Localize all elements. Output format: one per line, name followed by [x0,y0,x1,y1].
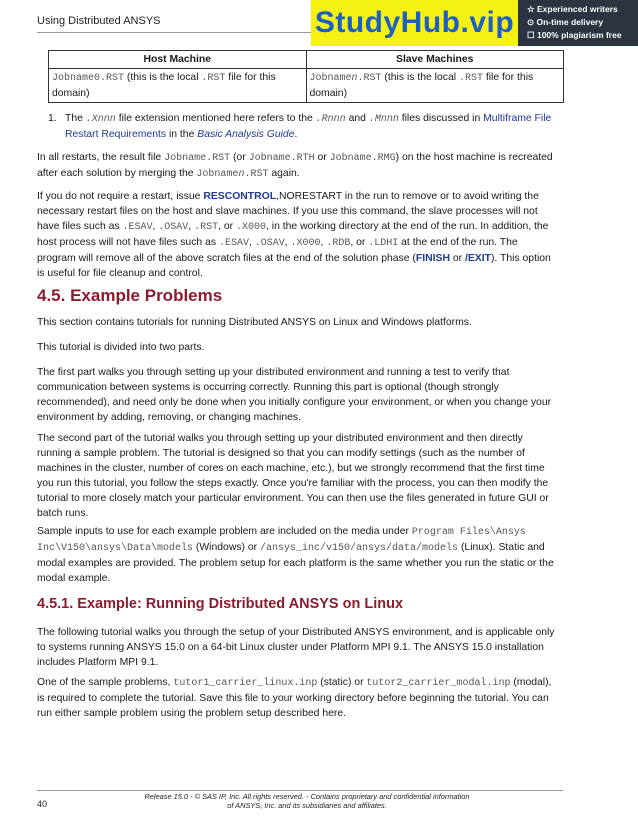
running-header: Using Distributed ANSYS [37,15,161,27]
finish-command-link[interactable]: FINISH [415,253,450,264]
footer-copyright: Release 15.0 - © SAS IP, Inc. All rights reserved. - Contains proprietary and confidential information of ANSYS, Inc. and its subsidiaries and affiliates. [144,792,470,810]
sample-problems-paragraph: One of the sample problems, tutor1_carrier_linux.inp (static) or tutor2_carrier_modal.inp (modal), is required to complete the tutorial. Save this file to your working directory before beginning the tutorial. You can run either sample problem using the problem setup described here. [37,677,552,719]
tutorial-parts-paragraph: This tutorial is divided into two parts. [37,342,205,353]
code-text: Jobname0.RST [52,73,125,84]
section-title-linux-example: 4.5.1. Example: Running Distributed ANSYS on Linux [37,596,404,612]
second-part-paragraph: The second part of the tutorial walks you through setting up your distributed environment and then directly running a sample problem. The tutorial is designed so that you can modify settings (such as the number of machines in the cluster, number of cores on each machine, etc.), but we strongly recommend that the first time you run this tutorial, you follow the steps exactly. Once you're familiar with the process, you can then modify the tutorial to more closely match your particular environment. You can then use the files generated in future GUI or batch runs. [37,433,549,519]
example-intro-paragraph: This section contains tutorials for running Distributed ANSYS on Linux and Windows platforms. [37,317,472,328]
rescontrol-command-link[interactable]: RESCONTROL [203,191,277,202]
machines-table [48,50,564,103]
table-row [49,69,564,103]
header-rule [37,32,327,33]
banner-feature-writers: ☆ Experienced writers [527,4,618,14]
rescontrol-paragraph: If you do not require a restart, issue RESCONTROL,NORESTART in the run to remove or to avoid writing the necessary restart files on the host and slave machines. If you use this command, the slave processes will not have files such as .ESAV, .OSAV, .RST, or .X000, in the working directory at the end of the run. In addition, the host process will not have files such as .ESAV, .OSAV, .X000, .RDB, or .LDHI at the end of the run. The program will remove all of the above scratch files at the end of the solution phase (FINISH or /EXIT). This option is useful for file cleanup and control. [37,191,551,279]
link-multiframe-restart[interactable]: Multiframe File Restart Requirements [65,113,552,140]
host-machine-header: Host Machine [49,51,307,69]
link-basic-analysis-guide[interactable]: Basic Analysis Guide [197,129,295,140]
slave-machines-header: Slave Machines [306,51,564,69]
sample-inputs-paragraph: Sample inputs to use for each example problem are included on the media under Program Files\Ansys Inc\V150\ansys\Data\models (Windows) or /ansys_inc/v150/ansys/data/models (Linux). Static and modal examples are provided. The problem setup for each platform is the same whether you run the static or the modal example. [37,526,554,584]
banner-features [518,0,638,46]
footer-rule [37,790,563,791]
restart-paragraph: In all restarts, the result file Jobname.RST (or Jobname.RTH or Jobname.RMG) on the host machine is recreated after each solution by merging the Jobnamen.RST again. [37,152,553,180]
first-part-paragraph: The first part walks you through setting up your distributed environment and running a test to verify that communication between systems is occurring correctly. Running this part is optional (though strongly recommended), and need only be done when you initially configure your environment, or when you change your environment by adding, removing, or changing machines. [37,367,552,423]
linux-intro-paragraph: The following tutorial walks you through the setup of your Distributed ANSYS environment, and is applicable only to systems running ANSYS 15.0 on a 64-bit Linux cluster under Platform MPI 9.1. The ANSYS 15.0 installation includes Platform MPI 9.1. [37,627,555,668]
host-machine-cell: Jobname0.RST (this is the local .RST file for this domain) [49,69,307,103]
banner-feature-plagiarism: ☐ 100% plagiarism free [527,30,622,40]
slave-machines-cell: Jobnamen.RST (this is the local .RST file for this domain) [306,69,564,103]
banner-logo[interactable]: StudyHub.vip [311,0,518,46]
page-number: 40 [37,799,48,809]
ad-banner[interactable] [311,0,638,46]
section-title-example-problems: 4.5. Example Problems [37,286,223,305]
table-header-row [49,51,564,69]
footnote-number: 1. [48,113,57,124]
table-footnote: 1. The .Xnnn file extension mentioned here refers to the .Rnnn and .Mnnn files discussed in Multiframe File Restart Requirements in the Basic Analysis Guide. [48,113,552,140]
banner-feature-delivery: ⊙ On-time delivery [527,17,604,27]
exit-command-link[interactable]: /EXIT [464,253,491,264]
